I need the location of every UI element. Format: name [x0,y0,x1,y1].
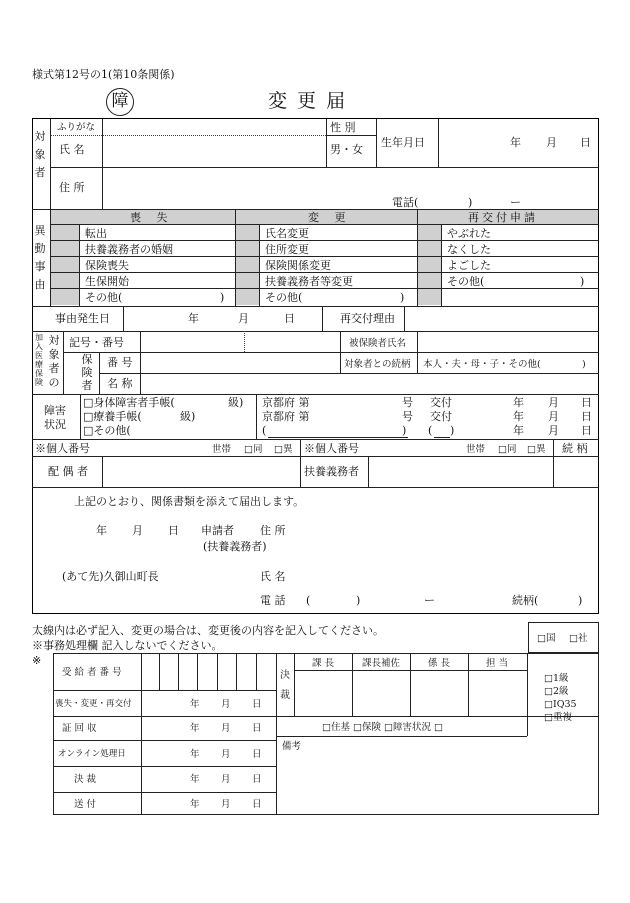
position-label: 担 当 [486,658,509,669]
date-year: 年 [513,396,524,409]
setai-label: 世帯 [466,444,486,455]
phone-label: 電話( [392,196,419,209]
setai-label: 世帯 [212,444,232,455]
occur-date-label: 事由発生日 [55,312,110,325]
name-label: 氏 名 [59,143,85,156]
position-label: 係 長 [428,658,451,669]
office-month: 月 [221,723,231,734]
office-year: 年 [190,699,200,710]
office-month: 月 [221,799,231,810]
gender-label: 性 別 [330,121,356,134]
modify-close: ) [400,291,405,304]
modify-item: その他( [265,291,303,304]
phone-dash: ー [510,196,521,209]
hoken-label: 保険者 [81,353,93,392]
office-year: 年 [190,749,200,760]
position-label: 課 長 [312,658,335,669]
kigo-label: 記号・番号 [69,336,124,349]
date-year: 年 [513,410,524,423]
phone-close: ) [468,196,473,209]
grade-check: □2級 [544,686,569,697]
phone-dash: ー [424,594,435,607]
grade-close: 級) [228,396,244,409]
loss-item: 保険喪失 [85,259,129,272]
grade-check: □IQ35 [544,699,577,710]
reissue-close: ) [580,275,585,288]
office-row-label: 決 裁 [74,774,97,785]
modify-item: 住所変更 [265,243,309,256]
note-line: ※事務処理欄 記入しないでください。 [32,639,223,652]
modify-item: 保険関係変更 [265,259,331,272]
go-label: 号 [402,396,413,409]
reissue-item: やぶれた [447,227,491,240]
grade-close: 級) [180,410,196,423]
kojin-label-1: ※個人番号 [35,442,90,455]
office-mark: ※ [32,654,42,667]
office-table [53,653,599,815]
date-year: 年 [513,424,524,437]
relation-close: ) [582,359,586,370]
office-year: 年 [190,723,200,734]
office-row-label: オンライン処理日 [58,749,126,759]
office-checks: □住基 □保険 □障害状況 □ [322,722,443,733]
reissue-item: なくした [447,243,491,256]
issue-label: 交付 [430,410,452,423]
position-label: 課長補佐 [362,658,401,669]
occur-day: 日 [284,312,295,325]
modify-item: 氏名変更 [265,227,309,240]
other-open: ( [262,424,267,437]
office-year: 年 [190,774,200,785]
modify-item: 扶養義務者等変更 [265,275,353,288]
zokugara-close: ) [578,594,583,607]
occur-year: 年 [188,312,199,325]
office-row-label: 送 付 [74,799,97,810]
sha-check: □社 [569,633,588,644]
form-number: 様式第12号の1(第10条関係) [32,68,175,81]
office-day: 日 [252,799,262,810]
office-year: 年 [190,799,200,810]
date-month: 月 [548,424,559,437]
date-day: 日 [581,410,592,423]
office-month: 月 [221,699,231,710]
destination: (あて先)久御山町長 [62,570,159,583]
office-day: 日 [252,749,262,760]
gender-value: 男・女 [330,143,363,156]
birth-month: 月 [546,136,557,149]
office-month: 月 [221,774,231,785]
biko-label: 備考 [282,741,302,752]
loss-item: 扶養義務者の婚姻 [85,243,173,256]
diff-check: □異 [527,444,546,455]
issue-label: 交付 [430,396,452,409]
office-row-label: 喪失・変更・再交付 [55,699,132,709]
decl-month: 月 [132,524,143,537]
insurance-side-label: 加入医療保険 [35,333,43,387]
kojin-label-2: ※個人番号 [304,442,359,455]
stamp-circle: 障 [106,88,134,116]
reissue-item: よごした [447,259,491,272]
fuyo-paren: (扶養義務者) [203,540,267,553]
applicant-label: 申請者 [201,524,234,537]
office-day: 日 [252,723,262,734]
diff-check: □異 [274,444,293,455]
change-side-label: 異動事由 [34,224,46,291]
office-day: 日 [252,774,262,785]
bango-label: 番 号 [107,356,133,369]
loss-item: 生保開始 [85,275,129,288]
subject-side-label: 対象者 [34,130,46,179]
kessai-label: 決裁 [280,670,290,701]
occur-month: 月 [238,312,249,325]
disability-item: □身体障害者手帳( [83,396,175,409]
office-month: 月 [221,749,231,760]
spouse-label: 配 偶 者 [48,465,88,478]
phone-open: ( [306,594,311,607]
issue-open: ( [428,424,433,437]
applicant-address: 住 所 [260,524,286,537]
meisho-label: 名 称 [107,377,133,390]
disability-label: 障害状況 [44,404,66,431]
relation-label: 対象者との続柄 [344,359,411,370]
same-check: □同 [498,444,517,455]
office-row-label: 受 給 者 番 号 [62,667,122,678]
address-label: 住 所 [59,181,85,194]
note-line: 太線内は必ず記入、変更の場合は、変更後の内容を記入してください。 [32,624,384,637]
kuni-check: □国 [537,633,556,644]
applicant-phone: 電 話 [260,594,286,607]
loss-item: 転出 [85,227,107,240]
issue-close: ) [450,424,455,437]
zokugara-label: 続 柄 [562,442,588,455]
decl-year: 年 [96,524,107,537]
reissue-reason-label: 再交付理由 [340,312,395,325]
decl-day: 日 [168,524,179,537]
header-loss: 喪 失 [130,211,174,224]
other-close: ) [402,424,407,437]
disability-item: □療養手帳( [83,410,142,423]
disability-item: □その他( [83,424,131,437]
birth-label: 生年月日 [381,136,425,149]
insured-name-label: 被保険者氏名 [349,338,407,349]
birth-year: 年 [510,136,521,149]
office-row-label: 証 回 収 [62,723,97,734]
furigana-label: ふりがな [57,122,96,133]
declaration-text: 上記のとおり、関係書類を添えて届出します。 [74,495,305,508]
date-month: 月 [548,410,559,423]
date-month: 月 [548,396,559,409]
date-day: 日 [581,424,592,437]
header-modify: 変 更 [308,211,352,224]
birth-day: 日 [580,136,591,149]
insurance-side-label2: 対象者の [48,334,60,389]
relation-options: 本人・夫・母・子・その他( [423,359,541,370]
same-check: □同 [244,444,263,455]
loss-close: ) [220,291,225,304]
zokugara-open: 続柄( [512,594,539,607]
office-day: 日 [252,699,262,710]
page-title: 変 更 届 [268,90,348,112]
reissue-item: その他( [447,275,485,288]
date-day: 日 [581,396,592,409]
grade-check: □重複 [544,712,572,723]
go-label: 号 [402,410,413,423]
fuyo-label: 扶養義務者 [304,465,359,478]
loss-item: その他( [85,291,123,304]
header-reissue: 再交付申請 [468,211,538,224]
pref-label: 京都府 第 [262,410,310,423]
phone-close: ) [356,594,361,607]
grade-check: □1級 [544,673,569,684]
applicant-name: 氏 名 [260,570,286,583]
pref-label: 京都府 第 [262,396,310,409]
